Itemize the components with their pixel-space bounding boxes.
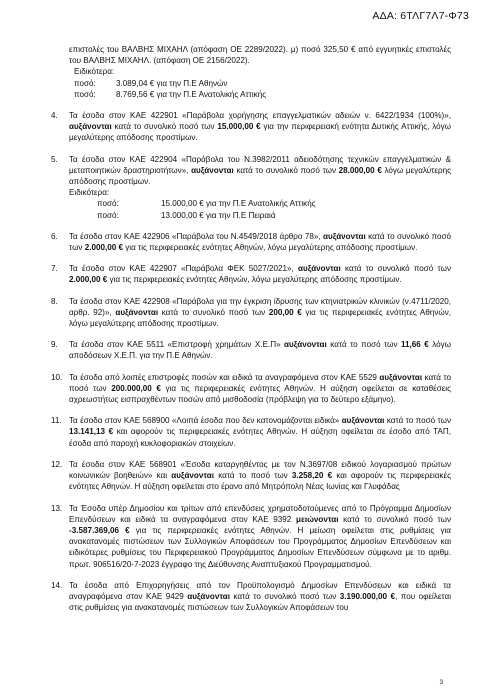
item-verb: αυξάνονται [341,416,385,426]
intro-text: επιστολές του ΒΑΛΒΗΣ ΜΙΧΑΗΛ (απόφαση ΟΕ 2289/2022). μ) ποσό 325,50 € από εγγυητικές επιστολές του ΒΑΛΒΗΣ ΜΙΧΑΗΛ. (απόφαση ΟΕ 2156/2022). [69,45,451,66]
item-verb: αυξάνονται [69,122,112,132]
item-amount: 3.258,20 € [291,471,333,481]
detail-label: ποσό: [74,78,96,88]
item-text: λόγω αποδόσεων Χ.Ε.Π. για την Π.Ε Αθηνών. [69,340,452,361]
item-text: για την περιφερειακή ενότητα Δυτικής Αττικής, λόγω μεγαλύτερης απόδοσης προστίμων. [69,122,451,143]
item-text: κατά το συνολικό ποσό των [338,514,451,524]
item-text: Τα έσοδα στον ΚΑΕ 568900 «Λοιπά έσοδα που δεν κατονομάζονται ειδικά» [69,416,342,426]
list-item [51,231,451,253]
item-text: Τα έσοδα στον ΚΑΕ 422908 «Παράβολα για την έγκριση ίδρυσης των κτηνιατρικών κλινικών (ν.4711/2020, αρθρ. 92)», [69,296,451,317]
detail-value: 13.000,00 € για την Π.Ε Πειραιά [161,210,276,220]
item-verb: μειώνονται [296,514,339,524]
ada-header: ΑΔΑ: 6ΤΛΓ7Λ7-Φ73 [372,10,469,22]
list-item [51,415,451,449]
item-text: Τα έσοδα στον ΚΑΕ 5511 «Επιστροφή χρημάτων Χ.Ε.Π» [69,340,285,350]
item-text: , που οφείλεται στις ρυθμίσεις για ανακατανομές πιστώσεων των Συλλογικών Αποφάσεων του [69,591,451,613]
item-text: Τα έσοδα από λοιπές επιστροφές ποσών και ειδικά τα αναγραφόμενα στον ΚΑΕ 5529 [69,372,380,382]
list-item [51,503,451,570]
item-text: κατά το συνολικό ποσό των [229,591,340,601]
item-text: λόγω μεγαλύτερης απόδοσης προστίμων. [69,165,451,187]
item-number: 4. [51,111,58,121]
detail-value: 15.000,00 € για την Π.Ε Ανατολικής Αττικής [161,199,316,209]
item-number: 12. [51,459,63,469]
detail-label: ποσό: [97,199,119,209]
item-text: Τα έσοδα στον ΚΑΕ 422904 «Παράβολα του Ν.3982/2011 αδειοδότησης τεχνικών επαγγελματικών & μεταποιητικών δραστηριοτήτων», [69,154,451,175]
item-amount: 3.190.000,00 € [339,591,396,601]
intro-paragraph [69,44,451,66]
item-number: 8. [51,296,58,306]
document-body [0,44,495,613]
item-number: 5. [51,154,58,164]
item-verb: αυξάνονται [187,591,230,601]
page-number: 3 [439,680,443,686]
item-text: Τα έσοδα στον ΚΑΕ 568901 «Έσοδα καταργηθέντος με τον Ν.3697/08 ειδικού λογαριασμού πρώτων κοινωνικών βοηθειών» και [69,459,451,481]
item-amount: 200,00 € [268,307,302,317]
detail-value: 3.089,04 € για την Π.Ε Αθηνών [116,78,228,88]
item-text: κατά το συνολικό ποσό των [69,231,451,253]
item-text: για τις περιφερειακές ενότητες Αθηνών. Η μείωση οφείλεται στις ρυθμίσεις για ανακατανομές πιστώσεων των Συλλογικών Αποφάσεων του Προγράμματος Δημοσίων Επενδύσεων και ειδικότερες ρυθμίσεις του Περιφερειακού Προγράμματος Δημοσίων Επενδύσεων σύμφωνα με το αριθμ. πρωτ. 906516/20-7-2023 έγγραφο της Διεύθυνσης Αναπτυξιακού Προγραμματισμού. [69,525,451,569]
item-text: για τις περιφερειακές ενότητες Αθηνών, λόγω μεγαλύτερης απόδοσης προστίμων. [122,243,418,253]
item-amount: 200.000,00 € [111,383,161,393]
item-amount: -3.587.369,06 € [69,525,130,535]
detail-value: 8.769,56 € για την Π.Ε Ανατολικής Αττικής [116,89,267,99]
item-text: κατά το ποσό των [213,471,292,481]
item-amount: 11,66 € [400,340,429,350]
item-amount: 28.000,00 € [338,165,382,175]
item-text: Τα έσοδα στον ΚΑΕ 422906 «Παράβολα του Ν.4549/2018 άρθρο 78», [69,231,324,241]
list-item [51,459,451,493]
item-text: Τα Έσοδα υπέρ Δημοσίου και τρίτων από επενδύσεις χρηματοδοτούμενες από το Πρόγραμμα Δημοσίων Επενδύσεων και ειδικά τα αναγραφόμενα στον ΚΑΕ 9392 [69,503,451,524]
detail-label: ποσό: [97,210,119,220]
item-amount: 13.141,13 € [69,427,114,437]
item-number: 7. [51,264,58,274]
item-number: 9. [51,340,58,350]
intro-detail-row [74,89,495,100]
item-verb: αυξάνονται [171,471,214,481]
item-verb: αυξάνονται [284,340,327,350]
item-verb: αυξάνονται [323,231,366,241]
item-text: για τις περιφερειακές ενότητες Αθηνών. Η αύξηση οφείλεται σε καταθέσεις αχρεωστήτως εισπραχθέντων ποσών από μισθοδοσία (πρόβλεψη για το δεύτερο εξάμηνο). [69,383,451,405]
list-item [51,339,452,361]
item-detail-row [69,198,451,209]
item-amount: 2.000,00 € [84,243,123,253]
item-text: κατά το συνολικό ποσό των [111,122,218,132]
item-verb: αυξάνονται [191,165,234,175]
item-text: κατά το συνολικό ποσό των [233,165,339,175]
item-verb: αυξάνονται [379,372,423,382]
list-item [51,154,451,221]
item-text: κατά το ποσό των [69,372,451,393]
item-amount: 15.000,00 € [217,122,261,132]
item-text: κατά το συνολικό ποσό των [340,264,451,274]
detail-label: ποσό: [74,89,96,99]
item-text: κατά το ποσό των [384,416,451,426]
item-detail-row [69,210,451,221]
item-text: και αφορούν τις περιφερειακές ενότητες Αθηνών. Η αύξηση οφείλεται σε έσοδο από ΤΑΠ, έσοδα από παροχή κυκλοφοριακών στοιχείων. [69,427,451,448]
list-item [51,296,451,330]
item-number: 14. [51,580,63,590]
item-text: Τα έσοδα από Επιχορηγήσεις από τον Προϋπολογισμό Δημοσίων Επενδύσεων και ειδικά τα αναγραφόμενα στον ΚΑΕ 9429 [69,580,451,601]
item-text: κατά το ποσό των [326,340,401,350]
list-item [51,372,451,406]
item-verb: αυξάνονται [298,264,341,274]
item-verb: αυξάνονται [115,307,159,317]
list-item [51,580,451,614]
item-text: για τις περιφερειακές ενότητες Αθηνών, λόγω μεγαλύτερης απόδοσης προστίμων. [107,275,402,285]
item-number: 13. [51,503,63,513]
list-item [51,263,451,285]
item-details-label: Ειδικότερα: [69,188,110,198]
item-text: για τις περιφερειακές ενότητες Αθηνών, λόγω μεγαλύτερης απόδοσης προστίμων. [69,307,451,329]
item-text: Τα έσοδα στον ΚΑΕ 422907 «Παράβολα ΦΕΚ 5027/2021», [69,264,299,274]
list-item [51,110,451,144]
item-number: 11. [51,416,62,426]
intro-detail-row [74,78,495,89]
item-number: 10. [51,372,63,382]
item-amount: 2.000,00 € [69,275,108,285]
item-text: και αφορούν τις περιφερειακές ενότητες Αθηνών. Η αύξηση οφείλεται στο έρανο από Μητρόπολη Νέας Ιωνίας και Γλυφάδας [69,471,451,492]
item-number: 6. [51,231,58,241]
intro-details-label: Ειδικότερα: [74,67,115,77]
item-text: Τα έσοδα στον ΚΑΕ 422901 «Παράβολα χορήγησης επαγγελματικών αδειών ν. 6422/1934 (100%)», [69,111,451,121]
item-text: κατά το συνολικό ποσό των [158,307,269,317]
